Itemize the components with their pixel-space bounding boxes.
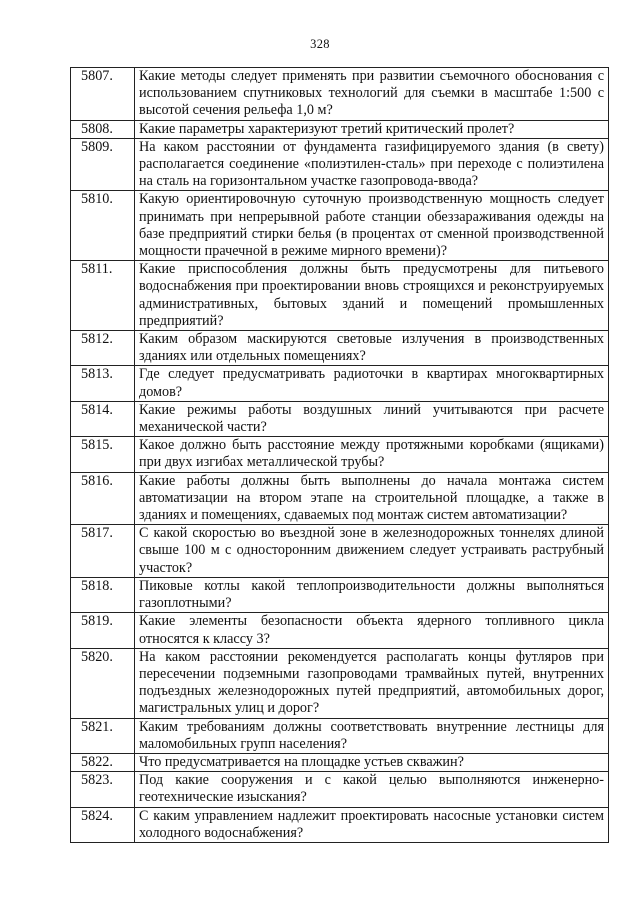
table-row — [71, 138, 609, 191]
question-text: Под какие сооружения и с какой целью выполняются инженерно-геотехнические изыскания? — [135, 772, 609, 807]
question-number: 5813. — [71, 366, 135, 401]
table-row — [71, 261, 609, 331]
question-number: 5821. — [71, 718, 135, 753]
question-number: 5808. — [71, 120, 135, 138]
question-number: 5812. — [71, 331, 135, 366]
table-row — [71, 613, 609, 648]
question-number: 5819. — [71, 613, 135, 648]
question-number: 5816. — [71, 472, 135, 525]
table-row — [71, 648, 609, 718]
question-number: 5822. — [71, 753, 135, 771]
question-text: Какие методы следует применять при развитии съемочного обоснования с использованием спутниковых технологий для съемки в масштабе 1:500 с высотой сечения рельефа 1,0 м? — [135, 68, 609, 121]
question-text: С каким управлением надлежит проектировать насосные установки систем холодного водоснабжения? — [135, 807, 609, 842]
table-row — [71, 718, 609, 753]
question-text: Какие режимы работы воздушных линий учитываются при расчете механической части? — [135, 401, 609, 436]
question-number: 5807. — [71, 68, 135, 121]
table-row — [71, 472, 609, 525]
question-number: 5809. — [71, 138, 135, 191]
table-row — [71, 191, 609, 261]
question-number: 5815. — [71, 437, 135, 472]
question-text: На каком расстоянии рекомендуется располагать концы футляров при пересечении подземными газопроводами трамвайных путей, внутренних подъездных железнодорожных путей предприятий, автомобильных дорог, магистральных улиц и дорог? — [135, 648, 609, 718]
question-text: Пиковые котлы какой теплопроизводительности должны выполняться газоплотными? — [135, 577, 609, 612]
question-text: Где следует предусматривать радиоточки в квартирах многоквартирных домов? — [135, 366, 609, 401]
question-text: Что предусматривается на площадке устьев скважин? — [135, 753, 609, 771]
table-row — [71, 120, 609, 138]
question-text: Какую ориентировочную суточную производственную мощность следует принимать при непрерывной работе станции обеззараживания одежды на базе предприятий стирки белья (в процентах от сменной производственной мощности прачечной в режиме мирного времени)? — [135, 191, 609, 261]
question-text: На каком расстоянии от фундамента газифицируемого здания (в свету) располагается соединение «полиэтилен-сталь» при переходе с полиэтилена на сталь на горизонтальном участке газопровода-ввода? — [135, 138, 609, 191]
question-text: Какие параметры характеризуют третий критический пролет? — [135, 120, 609, 138]
questions-table — [70, 67, 609, 843]
question-number: 5823. — [71, 772, 135, 807]
page-number: 328 — [310, 37, 330, 51]
question-number: 5811. — [71, 261, 135, 331]
question-text: Каким образом маскируются световые излучения в производственных зданиях или отдельных помещениях? — [135, 331, 609, 366]
table-row — [71, 577, 609, 612]
question-text: Какие приспособления должны быть предусмотрены для питьевого водоснабжения при проектировании вновь строящихся и реконструируемых административных, бытовых зданий и помещений промышленных предприятий? — [135, 261, 609, 331]
question-number: 5817. — [71, 525, 135, 578]
question-text: Какие элементы безопасности объекта ядерного топливного цикла относятся к классу 3? — [135, 613, 609, 648]
question-number: 5814. — [71, 401, 135, 436]
question-text: Какие работы должны быть выполнены до начала монтажа систем автоматизации на втором этапе на строительной площадке, а также в зданиях и помещениях, сдаваемых под монтаж систем автоматизации? — [135, 472, 609, 525]
table-row — [71, 331, 609, 366]
question-number: 5824. — [71, 807, 135, 842]
table-row — [71, 772, 609, 807]
question-text: С какой скоростью во въездной зоне в железнодорожных тоннелях длиной свыше 100 м с односторонним движением следует устраивать раструбный участок? — [135, 525, 609, 578]
question-number: 5818. — [71, 577, 135, 612]
question-number: 5810. — [71, 191, 135, 261]
table-row — [71, 437, 609, 472]
table-row — [71, 525, 609, 578]
table-row — [71, 68, 609, 121]
table-row — [71, 807, 609, 842]
table-row — [71, 753, 609, 771]
question-text: Какое должно быть расстояние между протяжными коробками (ящиками) при двух изгибах металлической трубы? — [135, 437, 609, 472]
question-number: 5820. — [71, 648, 135, 718]
table-row — [71, 366, 609, 401]
table-row — [71, 401, 609, 436]
question-text: Каким требованиям должны соответствовать внутренние лестницы для маломобильных групп населения? — [135, 718, 609, 753]
